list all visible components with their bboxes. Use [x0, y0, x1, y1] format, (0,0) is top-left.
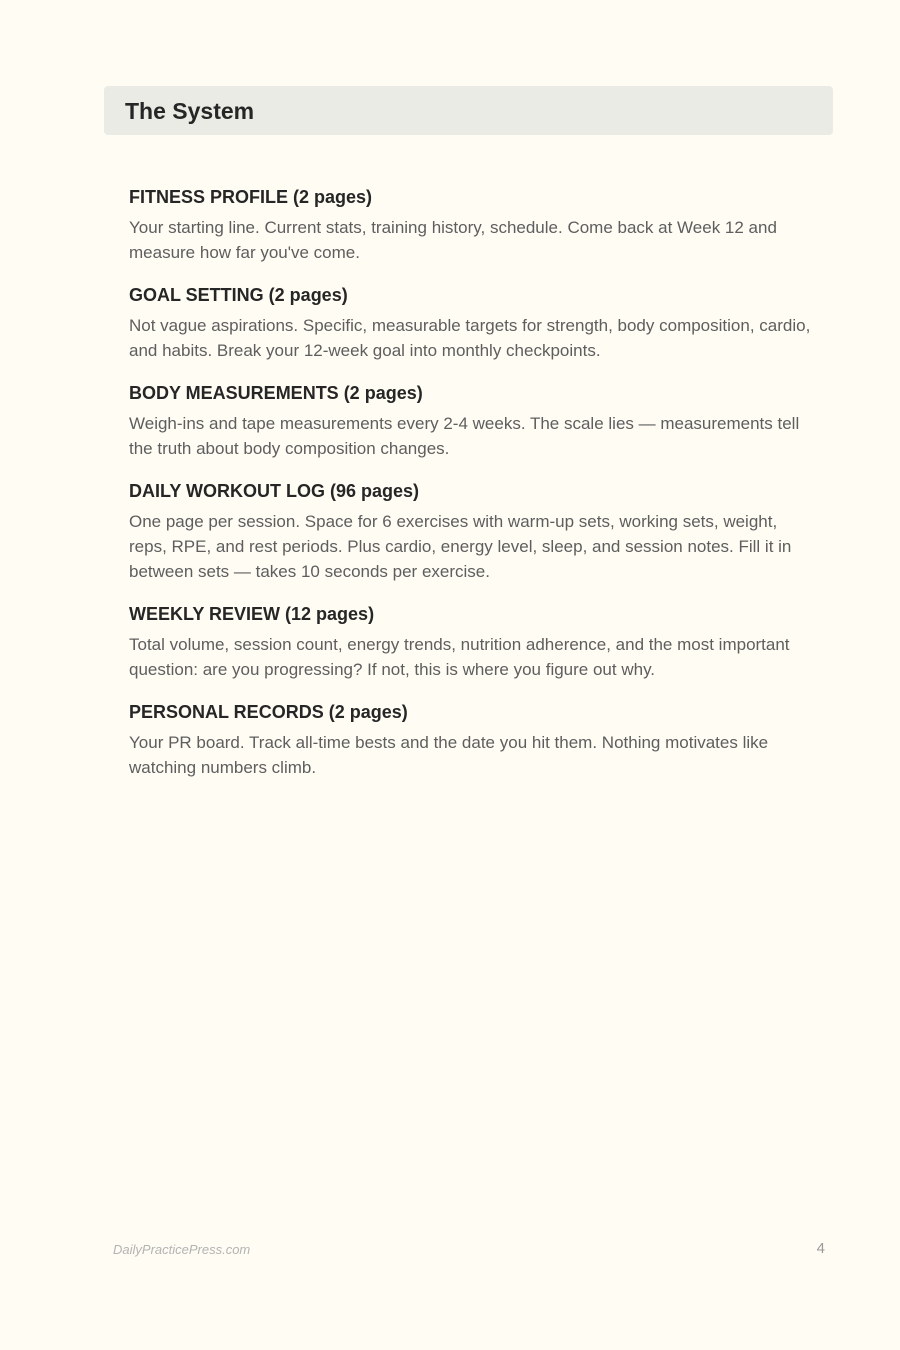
section-description: Weigh-ins and tape measurements every 2-4 weeks. The scale lies — measurements tell the truth about body composition changes. [129, 414, 800, 458]
section-goal-setting [129, 283, 819, 363]
section-description: Not vague aspirations. Specific, measurable targets for strength, body composition, cardio, and habits. Break your 12-week goal into monthly checkpoints. [129, 316, 811, 360]
section-heading: BODY MEASUREMENTS (2 pages) [129, 383, 423, 403]
system-sections [129, 185, 819, 798]
section-heading: PERSONAL RECORDS (2 pages) [129, 702, 408, 722]
section-description: Your PR board. Track all-time bests and the date you hit them. Nothing motivates like watching numbers climb. [129, 733, 769, 777]
section-description: One page per session. Space for 6 exercises with warm-up sets, working sets, weight, reps, RPE, and rest periods. Plus cardio, energy level, sleep, and session notes. Fill it in between sets — takes 10 seconds per exercise. [129, 512, 792, 581]
section-description: Total volume, session count, energy trends, nutrition adherence, and the most important question: are you progressing? If not, this is where you figure out why. [129, 635, 790, 679]
section-weekly-review [129, 602, 819, 682]
page-number: 4 [816, 1240, 825, 1257]
section-daily-workout-log [129, 479, 819, 584]
section-description: Your starting line. Current stats, training history, schedule. Come back at Week 12 and measure how far you've come. [129, 218, 777, 262]
section-fitness-profile [129, 185, 819, 265]
section-heading: GOAL SETTING (2 pages) [129, 285, 348, 305]
section-heading: FITNESS PROFILE (2 pages) [129, 187, 373, 207]
section-header-bar [104, 86, 833, 135]
section-personal-records [129, 700, 819, 780]
section-body-measurements [129, 381, 819, 461]
page-title: The System [125, 98, 255, 124]
section-heading: WEEKLY REVIEW (12 pages) [129, 604, 375, 624]
section-heading: DAILY WORKOUT LOG (96 pages) [129, 481, 420, 501]
footer-website: DailyPracticePress.com [113, 1242, 251, 1257]
